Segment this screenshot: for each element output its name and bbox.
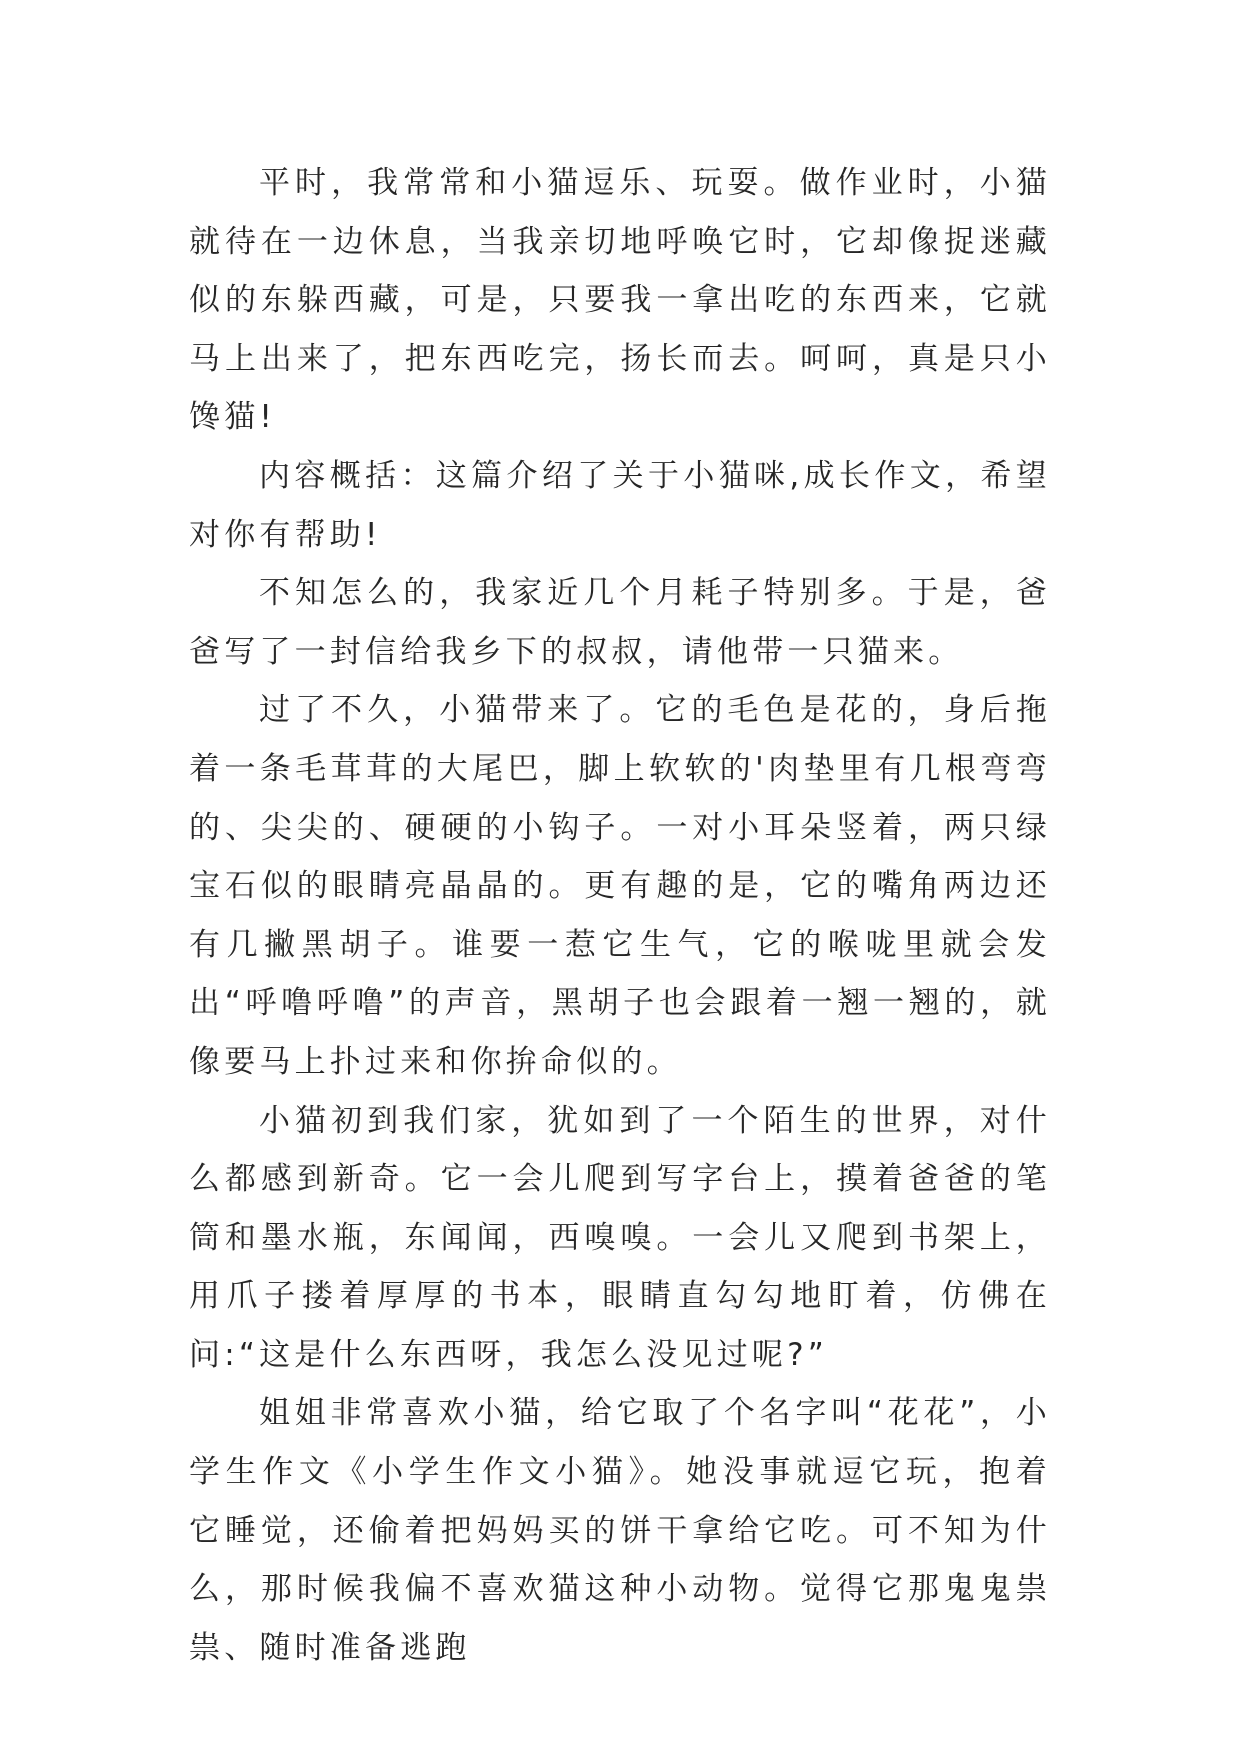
paragraph: 平时，我常常和小猫逗乐、玩耍。做作业时，小猫就待在一边休息，当我亲切地呼唤它时，它却像捉迷藏似的东躲西藏，可是，只要我一拿出吃的东西来，它就马上出来了，把东西吃完，扬长而去。呵呵，真是只小馋猫!: [189, 165, 1051, 436]
paragraph: 姐姐非常喜欢小猫，给它取了个名字叫“花花”，小学生作文《小学生作文小猫》。她没事就逗它玩，抱着它睡觉，还偷着把妈妈买的饼干拿给它吃。可不知为什么，那时候我偏不喜欢猫这种小动物。觉得它那鬼鬼祟祟、随时准备逃跑: [189, 1395, 1051, 1666]
paragraph: 小猫初到我们家，犹如到了一个陌生的世界，对什么都感到新奇。它一会儿爬到写字台上，摸着爸爸的笔筒和墨水瓶，东闻闻，西嗅嗅。一会儿又爬到书架上，用爪子搂着厚厚的书本，眼睛直勾勾地盯着，仿佛在问:“这是什么东西呀，我怎么没见过呢?”: [189, 1102, 1051, 1373]
paragraph: 过了不久，小猫带来了。它的毛色是花的，身后拖着一条毛茸茸的大尾巴，脚上软软的'肉垫里有几根弯弯的、尖尖的、硬硬的小钩子。一对小耳朵竖着，两只绿宝石似的眼睛亮晶晶的。更有趣的是，它的嘴角两边还有几撇黑胡子。谁要一惹它生气，它的喉咙里就会发出“呼噜呼噜”的声音，黑胡子也会跟着一翘一翘的，就像要马上扑过来和你拚命似的。: [189, 692, 1051, 1080]
paragraph: 内容概括：这篇介绍了关于小猫咪,成长作文，希望对你有帮助!: [189, 457, 1051, 553]
document-body: [189, 154, 1051, 1677]
paragraph: 不知怎么的，我家近几个月耗子特别多。于是，爸爸写了一封信给我乡下的叔叔，请他带一只猫来。: [189, 575, 1051, 670]
